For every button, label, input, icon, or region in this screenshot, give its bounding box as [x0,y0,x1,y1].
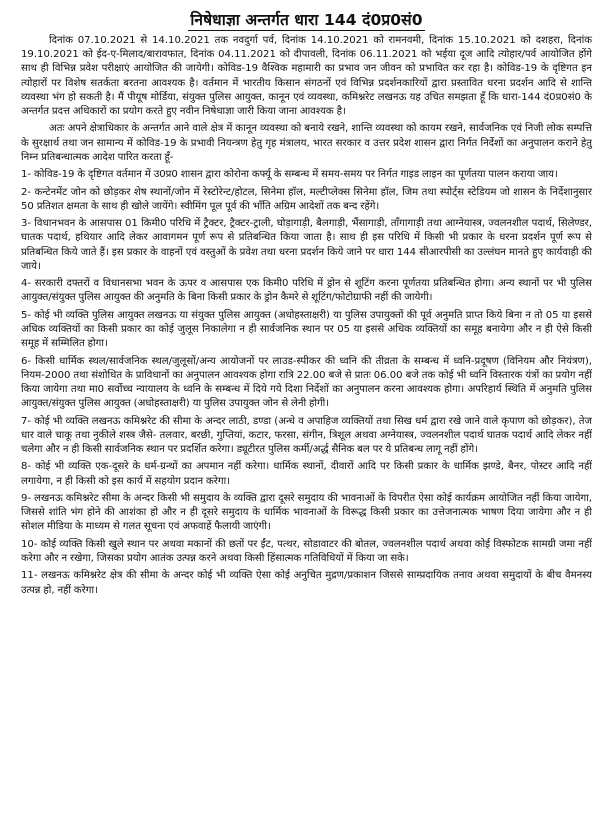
order-item-4: 4- सरकारी दफ्तरों व विधानसभा भवन के ऊपर व आसपास एक किमी0 परिधि में ड्रोन से शूटिंग करना पूर्णतया प्रतिबन्धित होगा। अन्य स्थानों पर भी पुलिस आयुक्त/संयुक्त पुलिस आयुक्त की अनुमति के बिना किसी प्रकार के ड्रोन कैमरे से शूटिंग/फोटोग्राफी नहीं की जायेगी। [21,278,592,304]
order-item-7: 7- कोई भी व्यक्ति लखनऊ कमिश्नरेट की सीमा के अन्दर लाठी, डण्डा (अन्धे व अपाहिज व्यक्तियों तथा सिख धर्म द्वारा रखे जाने वाले कृपाण को छोड़कर), तेज धार वाले चाकू तथा नुकीले शस्त्र जैसे- तलवार, बरछी, गुप्तियां, कटार, फरसा, संगीन, त्रिशूल अथवा अग्नेयास्त्र, ज्वलनशील पदार्थ घातक पदार्थ आदि लेकर नहीं चलेगा और न ही किसी सार्वजनिक स्थान पर प्रदर्शित करेगा। ड्यूटीरत पुलिस कर्मी/अर्द्ध सैनिक बल पर ये प्रतिबन्ध लागू नहीं होंगे। [21,415,592,455]
order-item-9: 9- लखनऊ कमिश्नरेट सीमा के अन्दर किसी भी समुदाय के व्यक्ति द्वारा दूसरे समुदाय की भावनाओं के विपरीत ऐसा कोई कार्यक्रम आयोजित नहीं किया जायेगा, जिससे शांति भंग होने की आशंका हो और न ही दूसरे समुदाय के धार्मिक भावनाओं के विरूद्ध किसी प्रकार का उत्तेजनात्मक भाषण दिया जायेगा और न ही सोशल मीडिया के माध्यम से गलत सूचना एवं अफवाहें फैलायी जाएंगी। [21,492,592,533]
document-title: निषेधाज्ञा अन्तर्गत धारा 144 दं0प्र0सं0 [190,11,423,29]
order-item-10: 10- कोई व्यक्ति किसी खुले स्थान पर अथवा मकानों की छतों पर ईंट, पत्थर, सोडावाटर की बोतल, ज्वलनशील पदार्थ अथवा कोई विस्फोटक सामग्री जमा नहीं करेगा और न रखेगा, जिसका प्रयोग आतंक उत्पन्न करने अथवा किसी हिंसात्मक गतिविधियों में किया जा सके। [21,538,592,564]
order-item-8: 8- कोई भी व्यक्ति एक-दूसरे के धर्म-ग्रन्थों का अपमान नहीं करेगा। धार्मिक स्थानों, दीवारों आदि पर किसी प्रकार के धार्मिक झण्डे, बैनर, पोस्टर आदि नहीं लगायेगा, न ही किसी को इस कार्य में सहयोग प्रदान करेगा। [21,461,592,487]
title-container [21,10,592,31]
preamble-paragraph: अतः अपने क्षेत्राधिकार के अन्तर्गत आने वाले क्षेत्र में कानून व्यवस्था को बनाये रखने, शान्ति व्यवस्था को कायम रखने, सार्वजनिक एवं निजी लोक सम्पत्ति के सुरक्षार्थ तथा जन सामान्य में कोविड-19 के प्रभावी नियन्त्रण हेतु गृह मंत्रालय, भारत सरकार व उत्तर प्रदेश शासन द्वारा निर्गत निर्देशों का अनुपालन कराने हेतु निम्न प्रतिबन्धात्मक आदेश पारित करता हूँ- [21,123,592,163]
order-item-11: 11- लखनऊ कमिश्नरेट क्षेत्र की सीमा के अन्दर कोई भी व्यक्ति ऐसा कोई अनुचित मुद्रण/प्रकाशन जिससे साम्प्रदायिक तनाव अथवा समुदायों के बीच वैमनस्य उत्पन्न हो, नहीं करेगा। [21,570,592,596]
intro-paragraph: दिनांक 07.10.2021 से 14.10.2021 तक नवदुर्गा पर्व, दिनांक 14.10.2021 को रामनवमी, दिनांक 15.10.2021 को दशहरा, दिनांक 19.10.2021 को ईद-ए-मिलाद/बारावफात, दिनांक 04.11.2021 को दीपावली, दिनांक 06.11.2021 को भईया दूज आदि त्योहार/पर्व आयोजित होंगे साथ ही विभिन्न प्रवेश परीक्षाएं आयोजित की जायेगी। कोविड-19 वैश्विक महामारी का प्रभाव जन जीवन को प्रभावित कर रहा है। कोविड-19 के दृष्टिगत इन त्योहारों पर विशेष सतर्कता बरतना आवश्यक है। वर्तमान में भारतीय किसान संगठनों एवं विभिन्न प्रदर्शनकारियों द्वारा प्रस्तावित धरना प्रदर्शन आदि से शान्ति व्यवस्था भंग हो सकती है। मैं पीयूष मोर्डिया, संयुक्त पुलिस आयुक्त, कानून एवं व्यवस्था, कमिश्नरेट लखनऊ यह उचित समझता हूँ कि धारा-144 दं0प्र0सं0 के अन्तर्गत प्रदत्त अधिकारों का प्रयोग करते हुए नवीन निषेधाज्ञा जारी किया जाना आवश्यक है। [21,35,592,118]
order-item-3: 3- विधानभवन के आसपास 01 किमी0 परिधि में ट्रैक्टर, ट्रैक्टर-ट्राली, घोड़ागाड़ी, बैलगाड़ी, भैंसागाड़ी, ताँगागाड़ी तथा आग्नेयास्त्र, ज्वलनशील पदार्थ, सिलेण्डर, घातक पदार्थ, हथियार आदि लेकर आवागमन पूर्ण रूप से प्रतिबन्धित किया जाता है। साथ ही इस परिधि में किसी भी प्रकार के धरना प्रदर्शन पूर्ण रूप से प्रतिबन्धित किये जाते हैं। इस प्रकार के वाहनों एवं वस्तुओं के प्रवेश तथा धरना प्रदर्शन किये जाने पर धारा 144 सीआरपीसी का उल्लंघन मानते हुए कार्यवाही की जाये। [21,218,592,272]
order-item-2: 2- कन्टेनमेंट जोन को छोड़कर शेष स्थानों/जोन में रेस्टोरेन्ट/होटल, सिनेमा हॉल, मल्टीप्लेक्स सिनेमा हॉल, जिम तथा स्पोर्ट्स स्टेडियम जो शासन के निर्देशानुसार 50 प्रतिशत क्षमता के साथ ही खोले जायेंगे। स्वीमिंग पूल पूर्व की भाँति अग्रिम आदेशों तक बन्द रहेंगे। [21,186,592,212]
order-item-1: 1- कोविड-19 के दृष्टिगत वर्तमान में उ0प्र0 शासन द्वारा कोरोना कर्फ्यू के सम्बन्ध में समय-समय पर निर्गत गाइड लाइन का पूर्णतया पालन कराया जाय। [21,169,558,181]
order-item-6: 6- किसी धार्मिक स्थल/सार्वजनिक स्थल/जुलूसों/अन्य आयोजनों पर लाउड-स्पीकर की ध्वनि की तीव्रता के सम्बन्ध में ध्वनि-प्रदूषण (विनियम और नियंत्रण), नियम-2000 तथा संशोधित के प्राविधानों का अनुपालन आवश्यक होगा रात्रि 22.00 बजे से प्रातः 06.00 बजे तक कोई भी ध्वनि विस्तारक यंत्रों का प्रयोग नहीं किया जायेगा तथा मा0 सर्वोच्च न्यायालय के ध्वनि के सम्बन्ध में दिये गये दिशा निर्देशों का अनुपालन करना आवश्यक होगा। अपरिहार्य स्थिति में अनुमति पुलिस आयुक्त/संयुक्त पुलिस आयुक्त (अधोहस्ताक्षरी) या पुलिस उपायुक्त जोन से लेनी होगी। [21,355,592,410]
order-item-5: 5- कोई भी व्यक्ति पुलिस आयुक्त लखनऊ या संयुक्त पुलिस आयुक्त (अधोहस्ताक्षरी) या पुलिस उपायुक्तों की पूर्व अनुमति प्राप्त किये बिना न तो 05 या इससे अधिक व्यक्तियों का किसी प्रकार का कोई जुलूस निकालेगा न ही सार्वजनिक स्थान पर 05 या इससे अधिक व्यक्तियों का समूह बनायेगा और न ही ऐसे किसी समूह में सम्मिलित होगा। [21,309,592,350]
